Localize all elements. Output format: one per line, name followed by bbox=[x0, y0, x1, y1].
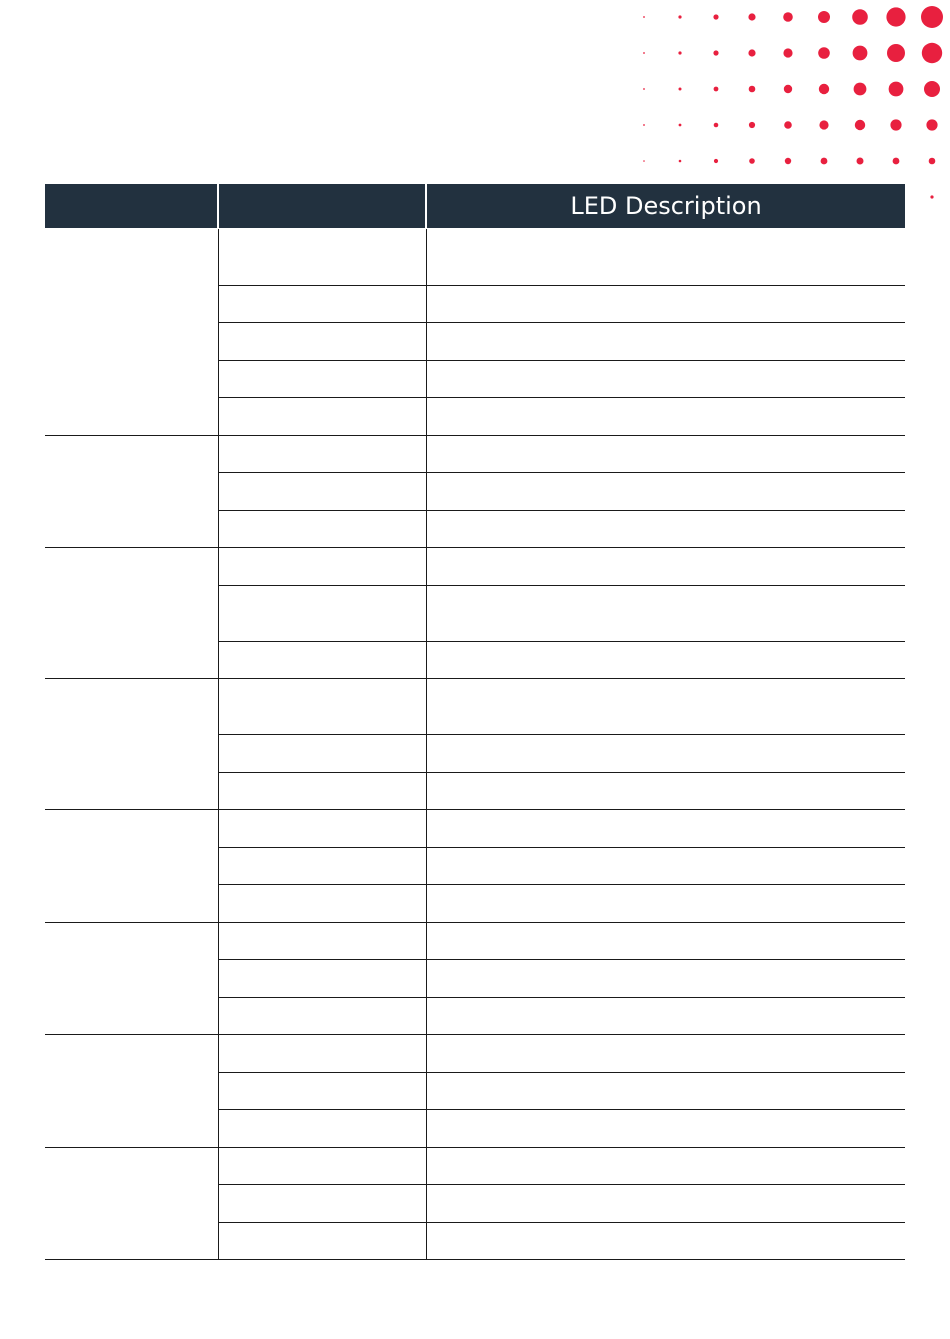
decorative-dot bbox=[643, 52, 645, 54]
status-cell bbox=[218, 679, 426, 735]
table-row bbox=[45, 810, 905, 848]
status-cell bbox=[218, 1222, 426, 1260]
header-cell-2 bbox=[218, 184, 426, 228]
description-cell bbox=[426, 323, 905, 361]
table-row bbox=[45, 435, 905, 473]
group-label-cell bbox=[45, 1035, 218, 1148]
status-cell bbox=[218, 960, 426, 998]
group-label-cell bbox=[45, 679, 218, 810]
decorative-dot bbox=[853, 46, 868, 61]
description-cell bbox=[426, 473, 905, 511]
description-cell bbox=[426, 1185, 905, 1223]
description-cell bbox=[426, 398, 905, 436]
decorative-dot bbox=[924, 81, 940, 97]
status-cell bbox=[218, 997, 426, 1035]
status-cell bbox=[218, 1147, 426, 1185]
decorative-dot bbox=[678, 15, 681, 18]
header-row bbox=[45, 184, 905, 228]
description-cell bbox=[426, 1072, 905, 1110]
decorative-dot bbox=[748, 49, 755, 56]
decorative-dot bbox=[713, 50, 718, 55]
status-cell bbox=[218, 285, 426, 323]
status-cell bbox=[218, 922, 426, 960]
decorative-dot bbox=[749, 122, 755, 128]
decorative-dot bbox=[922, 43, 942, 63]
description-cell bbox=[426, 585, 905, 641]
table-row bbox=[45, 1035, 905, 1073]
decorative-dot bbox=[679, 124, 682, 127]
group-label-cell bbox=[45, 548, 218, 679]
decorative-dot bbox=[714, 123, 719, 128]
table-body bbox=[45, 228, 905, 1260]
status-cell bbox=[218, 323, 426, 361]
table-row bbox=[45, 922, 905, 960]
description-cell bbox=[426, 1110, 905, 1148]
description-cell bbox=[426, 772, 905, 810]
status-cell bbox=[218, 1185, 426, 1223]
group-label-cell bbox=[45, 810, 218, 923]
decorative-dot bbox=[890, 119, 901, 130]
decorative-dot bbox=[886, 7, 905, 26]
decorative-dot bbox=[854, 83, 867, 96]
decorative-dot bbox=[714, 87, 719, 92]
decorative-dot bbox=[783, 48, 792, 57]
decorative-dot bbox=[678, 51, 681, 54]
decorative-dot bbox=[893, 158, 900, 165]
description-cell bbox=[426, 735, 905, 773]
led-table bbox=[45, 184, 905, 1260]
decorative-dot bbox=[785, 158, 791, 164]
decorative-dot bbox=[821, 158, 828, 165]
status-cell bbox=[218, 398, 426, 436]
decorative-dot bbox=[679, 160, 682, 163]
decorative-dot bbox=[714, 159, 718, 163]
table-row bbox=[45, 548, 905, 586]
status-cell bbox=[218, 847, 426, 885]
status-cell bbox=[218, 772, 426, 810]
decorative-dot bbox=[819, 120, 828, 129]
status-cell bbox=[218, 810, 426, 848]
status-cell bbox=[218, 435, 426, 473]
decorative-dot bbox=[749, 86, 756, 93]
header-cell-1 bbox=[45, 184, 218, 228]
decorative-dot bbox=[783, 12, 793, 22]
decorative-dot bbox=[889, 82, 904, 97]
decorative-dot bbox=[643, 124, 645, 126]
description-cell bbox=[426, 229, 905, 285]
status-cell bbox=[218, 585, 426, 641]
table-row bbox=[45, 679, 905, 735]
status-cell bbox=[218, 548, 426, 586]
table-row bbox=[45, 229, 905, 285]
decorative-dot bbox=[748, 13, 755, 20]
decorative-dot bbox=[784, 121, 792, 129]
header-cell-led-description: LED Description bbox=[426, 184, 905, 228]
decorative-dot bbox=[930, 195, 933, 198]
decorative-dot bbox=[887, 44, 905, 62]
description-cell bbox=[426, 922, 905, 960]
decorative-dot bbox=[679, 88, 682, 91]
decorative-dot bbox=[784, 85, 792, 93]
description-cell bbox=[426, 847, 905, 885]
description-cell bbox=[426, 435, 905, 473]
description-cell bbox=[426, 641, 905, 679]
status-cell bbox=[218, 360, 426, 398]
decorative-dot bbox=[921, 6, 943, 28]
decorative-dot bbox=[643, 88, 645, 90]
status-cell bbox=[218, 885, 426, 923]
decorative-dot bbox=[818, 11, 830, 23]
decorative-dot bbox=[818, 47, 830, 59]
group-label-cell bbox=[45, 435, 218, 548]
description-cell bbox=[426, 285, 905, 323]
group-label-cell bbox=[45, 1147, 218, 1260]
description-cell bbox=[426, 679, 905, 735]
description-cell bbox=[426, 997, 905, 1035]
status-cell bbox=[218, 735, 426, 773]
decorative-dot bbox=[926, 119, 937, 130]
description-cell bbox=[426, 548, 905, 586]
description-cell bbox=[426, 1147, 905, 1185]
description-cell bbox=[426, 1035, 905, 1073]
status-cell bbox=[218, 1072, 426, 1110]
description-cell bbox=[426, 510, 905, 548]
status-cell bbox=[218, 473, 426, 511]
status-cell bbox=[218, 510, 426, 548]
description-cell bbox=[426, 810, 905, 848]
status-cell bbox=[218, 1110, 426, 1148]
decorative-dot bbox=[819, 84, 829, 94]
decorative-dot bbox=[643, 160, 645, 162]
decorative-dot bbox=[749, 158, 755, 164]
description-cell bbox=[426, 885, 905, 923]
decorative-dot bbox=[929, 158, 936, 165]
decorative-dot bbox=[713, 14, 718, 19]
description-cell bbox=[426, 960, 905, 998]
group-label-cell bbox=[45, 922, 218, 1035]
description-cell bbox=[426, 1222, 905, 1260]
group-label-cell bbox=[45, 229, 218, 435]
decorative-dot bbox=[855, 120, 865, 130]
status-cell bbox=[218, 229, 426, 285]
status-cell bbox=[218, 1035, 426, 1073]
table-row bbox=[45, 1147, 905, 1185]
decorative-dot bbox=[857, 158, 864, 165]
status-cell bbox=[218, 641, 426, 679]
table-header bbox=[45, 184, 905, 228]
decorative-dot bbox=[852, 9, 868, 25]
description-cell bbox=[426, 360, 905, 398]
decorative-dot bbox=[643, 16, 645, 18]
